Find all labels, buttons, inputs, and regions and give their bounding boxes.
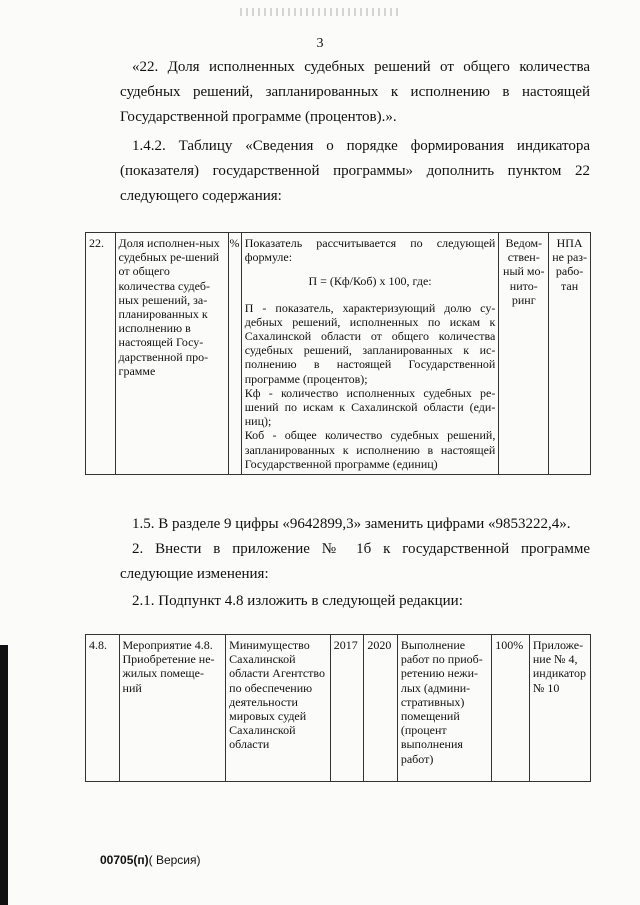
- paragraph-text: 1.4.2. Таблицу «Сведения о порядке формирования индикатора (показателя) государственной программы» дополнить пунктом 22 следующего содержания:: [120, 138, 590, 204]
- measure-name: Мероприятие 4.8. Приобретение не-жилых помеще-ний: [119, 635, 226, 782]
- indicator-table: [85, 232, 591, 475]
- formula: П = (Кф/Коб) х 100, где:: [308, 274, 432, 289]
- scan-artifact: [240, 8, 400, 16]
- version-label: ( Версия): [148, 853, 201, 867]
- paragraph-text: 2. Внести в приложение № 1б к государственной программе следующие изменения:: [120, 541, 590, 582]
- paragraph-text: 2.1. Подпункт 4.8 изложить в следующей редакции:: [132, 593, 463, 609]
- method-definition-kf: Кф - количество исполненных судебных ре-шений по искам к Сахалинской области (еди-ниц);: [244, 385, 496, 429]
- indicator-name: Доля исполнен-ных судебных ре-шений от общего количества судеб-ных решений, за-планированных к исполнению в настоящей Госу-дарственной про-грамме: [115, 233, 228, 475]
- page-number: 3: [316, 36, 324, 51]
- scan-edge-shadow: [0, 645, 8, 905]
- npa-status: НПА не раз-рабо-тан: [549, 233, 591, 475]
- paragraph-2: [120, 537, 590, 587]
- table-row: [86, 233, 591, 475]
- method-definition-kob: Коб - общее количество судебных решений, запланированных к исполнению в настоящей Государственной программе (единиц): [244, 428, 496, 471]
- row-number: 22.: [86, 233, 116, 475]
- indicator-reference: Приложе-ние № 4, индикатор № 10: [529, 635, 590, 782]
- table-row: [86, 635, 591, 782]
- paragraph-1-4-2: [120, 134, 590, 209]
- paragraph-text: «22. Доля исполненных судебных решений от общего количества судебных решений, запланированных к исполнению в настоящей Государственной программе (процентов).».: [120, 59, 590, 125]
- year-end: 2020: [364, 635, 398, 782]
- calculation-method: [241, 233, 499, 475]
- method-definition-p: П - показатель, характеризующий долю су-дебных решений, исполненных по искам к Сахалинской области от общего количества судебных решений, запланированных к ис-полнению в настоящей Государственной программе (процентов);: [244, 300, 496, 386]
- paragraph-item-22: [120, 55, 590, 130]
- measure-number: 4.8.: [86, 635, 120, 782]
- paragraph-text: 1.5. В разделе 9 цифры «9642899,3» заменить цифрами «9853222,4».: [132, 516, 571, 532]
- expected-result: Выполнение работ по приоб-ретению нежи-лых (админи-стративных) помещений (процент выполнения работ): [397, 635, 491, 782]
- paragraph-1-5: [120, 512, 590, 537]
- result-percent: 100%: [492, 635, 530, 782]
- data-source: Ведом-ствен-ный мо-нито-ринг: [499, 233, 549, 475]
- paragraph-2-1: [120, 589, 590, 614]
- measure-executor: Минимущество Сахалинской области Агентство по обеспечению деятельности мировых судей Сахалинской области: [226, 635, 331, 782]
- document-code: 00705(п): [100, 853, 149, 867]
- footer: [100, 853, 201, 867]
- measure-table: [85, 634, 591, 782]
- unit-cell: %: [228, 233, 241, 475]
- year-start: 2017: [330, 635, 364, 782]
- method-intro: Показатель рассчитывается по следующей формуле:: [244, 236, 496, 265]
